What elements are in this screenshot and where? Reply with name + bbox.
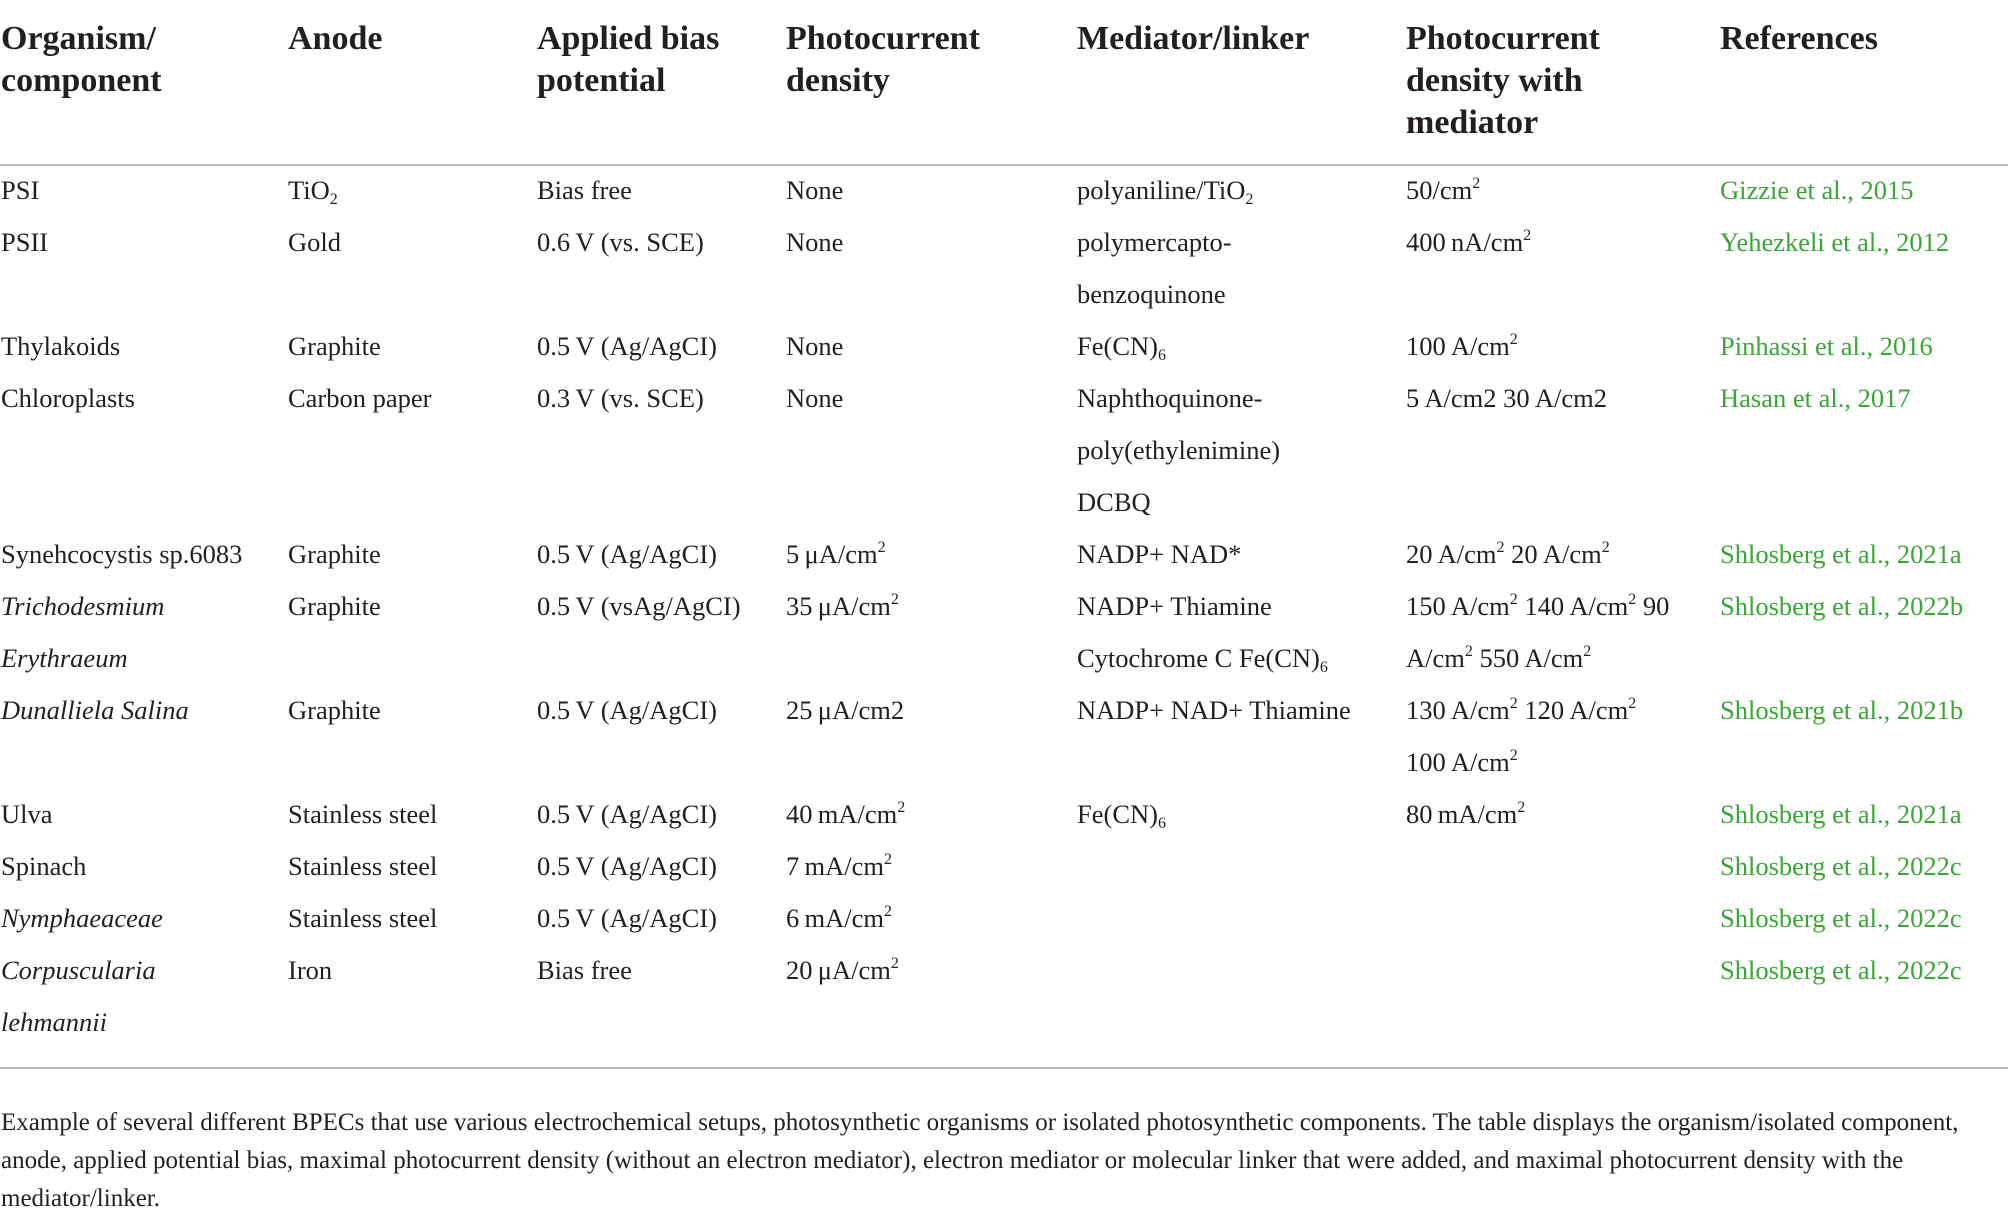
header-line: mediator	[1406, 104, 1539, 141]
cell-anode	[288, 372, 432, 424]
text-run: Carbon paper	[288, 383, 432, 413]
cell-photocurrent-with-mediator	[1406, 580, 1716, 684]
text-run: 6 $mA/cm^2$	[786, 903, 893, 933]
header-photocurrent	[786, 18, 980, 102]
text-run: None	[786, 331, 844, 361]
text-run: 20 $\mu A/cm^2$	[786, 955, 899, 985]
text-run: Stainless steel	[288, 851, 438, 881]
cell-bias: 0.6 V (vs. SCE)	[537, 227, 704, 257]
text-run: $Fe(CN)_6$	[1077, 331, 1166, 364]
cell-photocurrent-with-mediator	[1406, 684, 1716, 788]
mediator-line	[1077, 216, 1232, 268]
reference-link[interactable]: Shlosberg et al., 2021a	[1720, 539, 1962, 569]
mediator-line	[1077, 320, 1166, 372]
header-anode	[288, 18, 382, 60]
mediator-line	[1077, 424, 1280, 476]
text-run: 550 $A/cm^2$	[1472, 643, 1592, 673]
cell-photocurrent-with-mediator	[1406, 372, 1716, 424]
header-line: Anode	[288, 20, 383, 57]
cell-organism: Synehcocystis sp.6083	[1, 539, 243, 569]
header-line: density with	[1406, 62, 1583, 99]
header-mediator	[1077, 18, 1309, 60]
text-run: None	[786, 175, 844, 205]
text-run: 150 $A/cm^2$	[1406, 591, 1518, 621]
cell-bias: 0.5 V (Ag/AgCI)	[537, 331, 718, 361]
text-run: polyaniline/TiO$_2$	[1077, 175, 1254, 208]
text-run: 20 $A/cm^2$	[1504, 539, 1610, 569]
mediator-line	[1077, 632, 1328, 684]
cell-bias: 0.5 V (Ag/AgCI)	[537, 799, 718, 829]
text-run: None	[786, 227, 844, 257]
text-run: Graphite	[288, 331, 381, 361]
cell-organism: Ulva	[1, 799, 53, 829]
header-bias	[537, 18, 719, 102]
cell-organism: PSI	[1, 175, 40, 205]
cell-bias: 0.5 V (Ag/AgCI)	[537, 539, 718, 569]
table-caption: Example of several different BPECs that use various electrochemical setups, photosynthetic organisms or isolated photosynthetic components. The table displays the organism/isolated component, anode, applied potential bias, maximal photocurrent density (without an electron mediator), electron mediator or molecular linker that were added, and maximal photocurrent density with the mediator/linker.	[1, 1109, 1959, 1212]
header-line: References	[1720, 20, 1878, 57]
text-run: Graphite	[288, 539, 381, 569]
cell-bias: 0.3 V (vs. SCE)	[537, 383, 704, 413]
reference-link[interactable]: Shlosberg et al., 2021b	[1720, 695, 1964, 725]
cell-anode	[288, 944, 332, 996]
cell-photocurrent	[786, 788, 905, 840]
header-line: density	[786, 62, 890, 99]
cell-mediator	[1077, 788, 1166, 840]
text-run: 400 $nA/cm^2$	[1406, 227, 1532, 257]
cell-photocurrent	[786, 684, 904, 736]
cell-anode	[288, 788, 437, 840]
text-run: polymercapto-	[1077, 227, 1232, 257]
reference-link[interactable]: Pinhassi et al., 2016	[1720, 331, 1933, 361]
cell-photocurrent	[786, 944, 899, 996]
header-line: Mediator/linker	[1077, 20, 1310, 57]
header-line: component	[1, 62, 162, 99]
reference-link[interactable]: Shlosberg et al., 2022c	[1720, 955, 1962, 985]
cell-organism: Dunalliela Salina	[1, 695, 189, 725]
text-run: DCBQ	[1077, 487, 1151, 517]
cell-bias: Bias free	[537, 175, 632, 205]
cell-photocurrent	[786, 164, 843, 216]
header-line: Photocurrent	[786, 20, 980, 57]
text-run: Stainless steel	[288, 799, 438, 829]
cell-photocurrent-with-mediator	[1406, 788, 1716, 840]
text-run: 90	[1636, 591, 1670, 621]
cell-organism: Corpuscularia lehmannii	[1, 955, 156, 1037]
text-run: $Fe(CN)_6$	[1077, 799, 1166, 832]
text-run: 100 $A/cm^2$	[1406, 747, 1518, 777]
text-run: Naphthoquinone-	[1077, 383, 1263, 413]
cell-anode	[288, 580, 381, 632]
text-run: 7 $mA/cm^2$	[786, 851, 893, 881]
text-run: Graphite	[288, 695, 381, 725]
cell-anode	[288, 164, 338, 216]
cell-photocurrent	[786, 528, 886, 580]
text-run: NADP+ NAD*	[1077, 539, 1242, 569]
header-line: potential	[537, 62, 666, 99]
cell-anode	[288, 528, 381, 580]
header-references	[1720, 18, 1878, 60]
cell-bias: 0.5 V (Ag/AgCI)	[537, 695, 718, 725]
mediator-line	[1077, 164, 1253, 216]
text-run: poly(ethylenimine)	[1077, 435, 1281, 465]
text-run: 5 A/cm2 30 A/cm2	[1406, 383, 1607, 413]
cell-photocurrent	[786, 216, 843, 268]
reference-link[interactable]: Gizzie et al., 2015	[1720, 175, 1914, 205]
cell-organism: Spinach	[1, 851, 87, 881]
cell-anode	[288, 684, 381, 736]
cell-photocurrent	[786, 320, 843, 372]
header-line: Applied bias	[537, 20, 720, 57]
cell-photocurrent	[786, 372, 843, 424]
text-run: None	[786, 383, 844, 413]
text-run: Gold	[288, 227, 341, 257]
text-run: NADP+ Thiamine	[1077, 591, 1272, 621]
text-run: 100 $A/cm^2$	[1406, 331, 1518, 361]
cell-mediator	[1077, 320, 1166, 372]
mediator-line	[1077, 684, 1351, 736]
text-run: 130 $A/cm^2$	[1406, 695, 1518, 725]
reference-link[interactable]: Shlosberg et al., 2022c	[1720, 851, 1962, 881]
mediator-line	[1077, 372, 1280, 424]
header-line: Photocurrent	[1406, 20, 1600, 57]
header-photocurrent-mediator	[1406, 18, 1600, 144]
text-run: TiO$_2$	[288, 175, 338, 208]
cell-bias: 0.5 V (Ag/AgCI)	[537, 851, 718, 881]
cell-mediator	[1077, 528, 1241, 580]
text-run: Cytochrome C $Fe(CN)_6$	[1077, 643, 1328, 676]
table-bottom-rule	[0, 1067, 2008, 1069]
cell-anode	[288, 216, 341, 268]
text-run: 40 $mA/cm^2$	[786, 799, 906, 829]
cell-anode	[288, 840, 437, 892]
reference-link[interactable]: Hasan et al., 2017	[1720, 383, 1911, 413]
text-run: NADP+ NAD+ Thiamine	[1077, 695, 1351, 725]
header-rule	[0, 164, 2008, 166]
mediator-line	[1077, 268, 1232, 320]
reference-link[interactable]: Yehezkeli et al., 2012	[1720, 227, 1950, 257]
cell-mediator	[1077, 684, 1351, 736]
cell-photocurrent-with-mediator	[1406, 164, 1716, 216]
cell-mediator	[1077, 164, 1253, 216]
text-run: Iron	[288, 955, 333, 985]
text-run: $50/cm^2$	[1406, 175, 1481, 205]
text-run: 20 $A/cm^2$	[1406, 539, 1505, 569]
mediator-line	[1077, 528, 1241, 580]
text-run: Stainless steel	[288, 903, 438, 933]
header-organism	[1, 18, 162, 102]
cell-photocurrent-with-mediator	[1406, 216, 1716, 268]
text-run: benzoquinone	[1077, 279, 1226, 309]
cell-organism: Chloroplasts	[1, 383, 135, 413]
cell-organism: Thylakoids	[1, 331, 121, 361]
cell-mediator	[1077, 216, 1232, 320]
cell-organism: PSII	[1, 227, 49, 257]
cell-organism: Trichodesmium Erythraeum	[1, 591, 165, 673]
cell-organism: Nymphaeaceae	[1, 903, 163, 933]
text-run: 80 $mA/cm^2$	[1406, 799, 1526, 829]
cell-photocurrent	[786, 840, 892, 892]
cell-mediator	[1077, 372, 1280, 528]
cell-anode	[288, 892, 437, 944]
text-run: 140 $A/cm^2$	[1517, 591, 1637, 621]
cell-anode	[288, 320, 381, 372]
text-run: 35 $\mu A/cm^2$	[786, 591, 899, 621]
text-run: 120 $A/cm^2$	[1517, 695, 1637, 725]
cell-photocurrent	[786, 580, 899, 632]
reference-link[interactable]: Shlosberg et al., 2022b	[1720, 591, 1964, 621]
text-run: 5 $\mu A/cm^2$	[786, 539, 886, 569]
cell-photocurrent-with-mediator	[1406, 528, 1716, 580]
mediator-line	[1077, 788, 1166, 840]
reference-link[interactable]: Shlosberg et al., 2021a	[1720, 799, 1962, 829]
mediator-line	[1077, 476, 1280, 528]
text-run: 25 μA/cm2	[786, 695, 905, 725]
cell-bias: Bias free	[537, 955, 632, 985]
cell-bias: 0.5 V (vsAg/AgCI)	[537, 591, 741, 621]
cell-photocurrent	[786, 892, 892, 944]
header-line: Organism/	[1, 20, 156, 57]
reference-link[interactable]: Shlosberg et al., 2022c	[1720, 903, 1962, 933]
cell-bias: 0.5 V (Ag/AgCI)	[537, 903, 718, 933]
cell-mediator	[1077, 580, 1328, 684]
mediator-line	[1077, 580, 1328, 632]
text-run: $A/cm^2$	[1406, 643, 1473, 673]
cell-photocurrent-with-mediator	[1406, 320, 1716, 372]
text-run: Graphite	[288, 591, 381, 621]
